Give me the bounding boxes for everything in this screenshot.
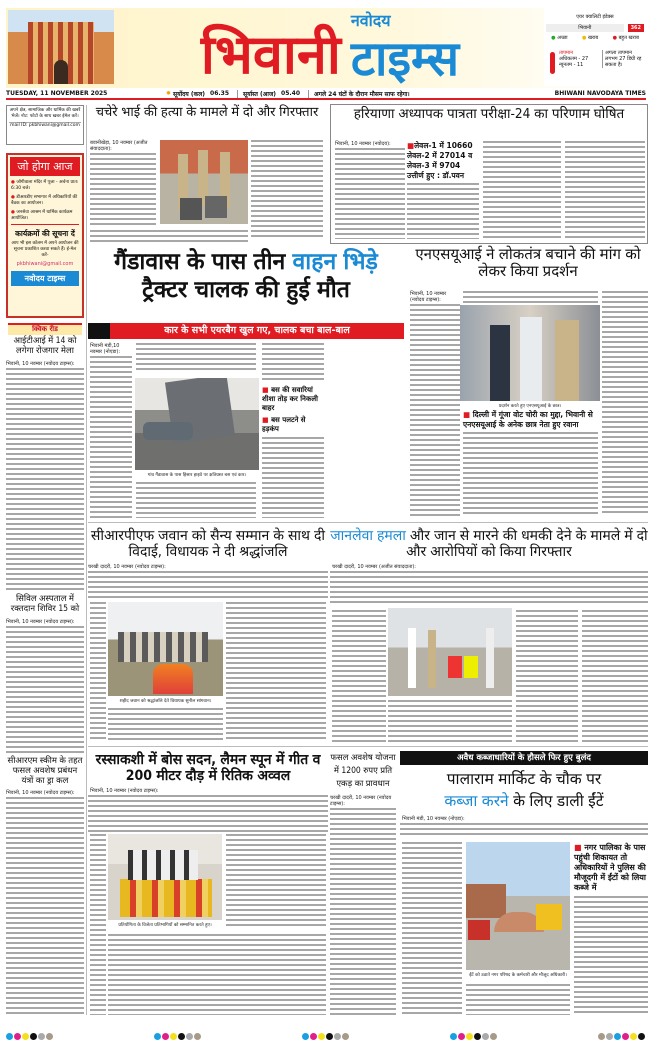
headline-highlight: जानलेवा हमला bbox=[330, 528, 406, 544]
masthead-title-blue-small: नवोदय bbox=[350, 11, 391, 30]
date-bar bbox=[6, 89, 646, 100]
palaram-bullet-col bbox=[574, 843, 648, 1015]
masthead bbox=[6, 8, 646, 88]
notice-email: mail ID: pkbhiwani@gmail.com bbox=[10, 123, 80, 128]
headline-highlight: कब्जा करने bbox=[444, 792, 509, 810]
bricks-photo bbox=[466, 842, 570, 970]
headline-highlight: वाहन भिड़े bbox=[292, 249, 378, 275]
story-body bbox=[410, 304, 460, 516]
story-body bbox=[88, 571, 328, 600]
story-body bbox=[574, 896, 648, 1015]
story-body bbox=[388, 700, 512, 742]
story-body bbox=[251, 140, 323, 240]
htet-story-col bbox=[335, 141, 405, 239]
sunrise-time: 06.35 bbox=[210, 90, 230, 97]
story-body bbox=[108, 934, 326, 1015]
prize-caption: प्रतियोगिता के विजेता प्रतिभागियों को सम्मानित करते हुए। bbox=[108, 922, 222, 928]
arrest-photo-2 bbox=[388, 608, 512, 696]
sun-icon: ✹ bbox=[166, 90, 172, 97]
prize-photo bbox=[108, 834, 222, 920]
attack-story-col bbox=[330, 528, 648, 606]
temp-min: न्यूनतम - 11 bbox=[559, 62, 584, 68]
highlight-line: लेवल-2 में 27014 व bbox=[407, 151, 473, 160]
highlight-line: ■लेवल-1 में 10660 bbox=[407, 141, 473, 150]
bullet-item: ■ बस पलटने से हड़कंप bbox=[262, 416, 306, 433]
story-body bbox=[332, 610, 386, 742]
brand: BHIWANI NAVODAYA TIMES bbox=[554, 90, 646, 97]
accident-photo bbox=[135, 378, 259, 470]
story-body bbox=[407, 183, 479, 239]
dateline: बवानीखेड़ा, 10 नवम्बर (अजीत संवाददाता): bbox=[90, 140, 156, 152]
protest-photo bbox=[460, 305, 600, 401]
highlight-line: उत्तीर्ण हुए : डॉ.पवन bbox=[407, 171, 465, 180]
accident-story-col bbox=[90, 343, 132, 518]
sidebar-story-body bbox=[6, 368, 84, 590]
crpf-headline: सीआरपीएफ जवान को सैन्य सम्मान के साथ दी विदाई, विधायक ने दी श्रद्धांजलि bbox=[88, 528, 328, 560]
attack-headline bbox=[330, 528, 648, 560]
temp-max: अधिकतम - 27 bbox=[559, 56, 589, 62]
today-item: ● जोगीवाला मंदिर में पूजा - अर्चना प्रातः 6:30 बजे। bbox=[11, 180, 78, 191]
story-body bbox=[516, 610, 578, 742]
dateline: भिवानी, 10 नवम्बर (नवोदय टाइम्स): bbox=[6, 790, 84, 796]
headline-part: ट्रैक्टर चालक की हुई मौत bbox=[142, 277, 350, 303]
htet-headline: हरियाणा अध्यापक पात्रता परीक्षा-24 का परिणाम घोषित bbox=[331, 107, 647, 123]
weather-box bbox=[544, 8, 646, 86]
sidebar-notice bbox=[6, 105, 84, 145]
masthead-title-red: भिवानी bbox=[200, 23, 341, 86]
nsui-subhead: ■ दिल्ली में गूंजा वोट चोरी का मुद्दा, भिवानी से एनएसयूआई के अनेक छात्र नेता हुए रवाना bbox=[463, 410, 598, 429]
weather-note: अगले 24 घंटों के दौरान मौसम साफ रहेगा। bbox=[308, 90, 555, 98]
temp-forecast: अगला तापमान लगभग 27 डिग्री रह सकता है। bbox=[602, 50, 644, 68]
story-body bbox=[262, 437, 324, 518]
story-body bbox=[136, 482, 256, 518]
aqi-legend-good: ● अच्छा bbox=[551, 35, 568, 41]
thermometer-icon bbox=[550, 52, 555, 74]
nsui-sub-col bbox=[463, 410, 598, 516]
story-body bbox=[90, 356, 132, 518]
aqi-city: भिवानी bbox=[546, 24, 624, 32]
story-body bbox=[108, 708, 223, 742]
story-body bbox=[602, 291, 648, 516]
masthead-title-blue: टाइम्स bbox=[350, 31, 460, 87]
sports-headline: रस्साकशी में बोस सदन, लैमन स्पून में गीत व 200 मीटर दौड़ में रितिक अव्वल bbox=[88, 752, 328, 784]
sunset-label: सूर्यास्त (आज) bbox=[237, 90, 276, 98]
funeral-caption: शहीद जवान को श्रद्धांजलि देते विधायक सुनील सांगवान। bbox=[108, 698, 223, 704]
story-body bbox=[483, 141, 561, 239]
palaram-bullet: ■ नगर पालिका के पास पहुंची शिकायत तो अधिकारियों ने पुलिस की मौजूदगी में ईंटों को लिया कब्जे में bbox=[574, 843, 646, 892]
dateline: भिवानी, 10 नवम्बर (नवोदय टाइम्स): bbox=[6, 619, 84, 625]
story-body bbox=[330, 571, 648, 606]
story-body bbox=[262, 343, 324, 381]
story-body bbox=[226, 602, 326, 742]
notice-text: अपने क्षेत्र, सामाजिक और धार्मिक की खबरें भेजें। नोट: फोटो के साथ खबर ईमेल करें। bbox=[9, 108, 81, 119]
htet-box bbox=[330, 104, 648, 244]
masthead-title bbox=[124, 8, 536, 88]
story-body bbox=[335, 148, 405, 239]
story-body bbox=[136, 343, 256, 373]
accident-bullets-col bbox=[262, 386, 324, 518]
issue-date: TUESDAY, 11 NOVEMBER 2025 bbox=[6, 90, 108, 97]
sidebar-story-body bbox=[6, 797, 84, 1016]
bullet-item: ■ बस की सवारियां शीशा तोड़ कर निकली बाहर bbox=[262, 386, 318, 412]
sidebar-headline: आईटीआई में 14 को लगेगा रोजगार मेला bbox=[6, 337, 84, 357]
accident-bullets bbox=[262, 386, 324, 434]
aqi-value: 362 bbox=[628, 24, 644, 32]
story-body bbox=[565, 141, 645, 239]
story-body bbox=[466, 984, 570, 1015]
murder-headline: चचेरे भाई की हत्या के मामले में दो और गिरफ्तार bbox=[88, 106, 326, 121]
story-body bbox=[88, 795, 328, 832]
story-body bbox=[402, 842, 462, 1015]
today-box bbox=[6, 153, 84, 318]
dateline: भिवानी मंडी,10 नवम्बर (नोएडा): bbox=[90, 343, 132, 355]
htet-highlights bbox=[407, 141, 479, 181]
crop-headline: फसल अवशेष योजना में 1200 रुपए प्रति एकड़ का प्रावधान bbox=[330, 753, 396, 789]
dateline: चरखी दादरी, 10 नवम्बर (नवोदय टाइम्स): bbox=[88, 564, 328, 570]
story-body bbox=[463, 432, 598, 516]
funeral-photo bbox=[108, 602, 223, 696]
sunrise-label: सूर्योदय (कल) bbox=[173, 90, 206, 98]
today-title: जो होगा आज bbox=[10, 157, 80, 176]
sidebar-headline: सिविल अस्पताल में रक्तदान शिविर 15 को bbox=[6, 595, 84, 615]
accident-headline bbox=[88, 248, 404, 304]
navodaya-logo: नवोदय टाइम्स bbox=[11, 271, 79, 286]
arrest-photo bbox=[160, 140, 248, 224]
nsui-story-col bbox=[410, 291, 460, 516]
story-body bbox=[90, 834, 106, 1015]
aqi-legend-verybad: ● बहुत खराब bbox=[612, 35, 639, 41]
sidebar-story bbox=[6, 757, 84, 1016]
story-body bbox=[226, 834, 326, 926]
dateline: भिवानी, 10 नवम्बर (नवोदय टाइम्स): bbox=[90, 788, 210, 794]
palaram-headline bbox=[400, 768, 648, 812]
story-body bbox=[400, 823, 648, 838]
crpf-story-col bbox=[88, 528, 328, 600]
crop-story-col bbox=[330, 752, 396, 1015]
print-registration-marks bbox=[6, 1025, 646, 1044]
nsui-headline: एनएसयूआई ने लोकतंत्र बचाने की मांग को लेकर किया प्रदर्शन bbox=[408, 246, 648, 281]
dateline: भिवानी मंडी, 10 नवम्बर (नोएडा): bbox=[402, 816, 502, 822]
accident-caption: गांव गैंडावास के पास हिसार हाइवे पर क्षतिग्रस्त बस एवं कार। bbox=[135, 472, 259, 478]
sidebar-headline: सीआरएम स्कीम के तहत फसल अवशेष प्रबंधन यंत्रों का ड्रा कल bbox=[7, 756, 83, 786]
dateline: भिवानी, 10 नवम्बर (नवोदय टाइम्स): bbox=[6, 361, 84, 367]
bricks-caption: ईंटें को उठाते नगर परिषद के कर्मचारी और मौजूद अधिकारी। bbox=[466, 972, 570, 978]
headline-part: और जान से मारने की धमकी देने के मामले में दो और आरोपियों को किया गिरफ्तार bbox=[405, 528, 648, 561]
htet-highlights-col bbox=[407, 141, 479, 239]
dateline: चरखी दादरी, 10 नवम्बर (नवोदय टाइम्स): bbox=[330, 795, 396, 807]
story-body bbox=[330, 808, 396, 1015]
highlight-line: लेवल-3 में 9704 bbox=[407, 161, 461, 170]
story-body bbox=[90, 153, 156, 228]
story-body bbox=[582, 610, 648, 742]
quick-read-label: क्विक रीड bbox=[8, 323, 82, 335]
sidebar-story bbox=[6, 595, 84, 753]
protest-caption: प्रदर्शन करते हुए एनएसयूआई के छात्र। bbox=[460, 403, 600, 409]
events-title: कार्यक्रमों की सूचना दें bbox=[15, 229, 75, 238]
palaram-kicker: अवैध कब्जाधारियों के हौसले फिर हुए बुलंद bbox=[400, 751, 648, 765]
murder-story-col bbox=[90, 140, 156, 228]
today-item: ● जनसेवा आश्रम में धार्मिक कार्यक्रम आयोजित। bbox=[11, 210, 79, 225]
aqi-legend-bad: ● खराब bbox=[581, 35, 599, 41]
story-body bbox=[90, 230, 248, 242]
events-email[interactable]: pkbhiwani@gmail.com bbox=[16, 261, 74, 267]
sunset-time: 05.40 bbox=[281, 90, 301, 97]
sidebar-story-body bbox=[6, 626, 84, 753]
sports-story-col bbox=[88, 752, 328, 832]
story-body bbox=[463, 291, 598, 303]
temp-title: तापमान bbox=[559, 50, 574, 56]
aqi-label: एयर क्वालिटी इंडेक्स bbox=[576, 14, 614, 20]
events-text: आप भी इस कॉलम में अपने आयोजन की सूचना प्रकाशित करवा सकते हैं। ई-मेल करें- bbox=[11, 241, 79, 258]
temple-photo bbox=[8, 10, 114, 84]
dateline: भिवानी, 10 नवम्बर (नवोदय): bbox=[335, 141, 405, 147]
today-item: ● डीआरडीए सभागार में अधिकारियों की बैठक का आयोजन। bbox=[11, 195, 78, 206]
headline-part: के लिए डाली ईंटें bbox=[508, 792, 604, 810]
headline-part: पालाराम मार्किट के चौक पर bbox=[446, 770, 602, 788]
headline-part: गैंडावास के पास तीन bbox=[114, 249, 293, 275]
dateline: चरखी दादरी, 10 नवम्बर (अजीत संवाददाता): bbox=[332, 564, 452, 570]
sidebar-story bbox=[6, 337, 84, 590]
accident-banner: कार के सभी एयरबैग खुल गए, चालक बचा बाल-बाल bbox=[88, 323, 404, 339]
palaram-story-col bbox=[400, 768, 648, 838]
dateline: भिवानी, 10 नवम्बर (नवोदय टाइम्स): bbox=[410, 291, 460, 303]
story-body bbox=[90, 602, 106, 742]
masthead-title-blue-group bbox=[351, 12, 459, 88]
